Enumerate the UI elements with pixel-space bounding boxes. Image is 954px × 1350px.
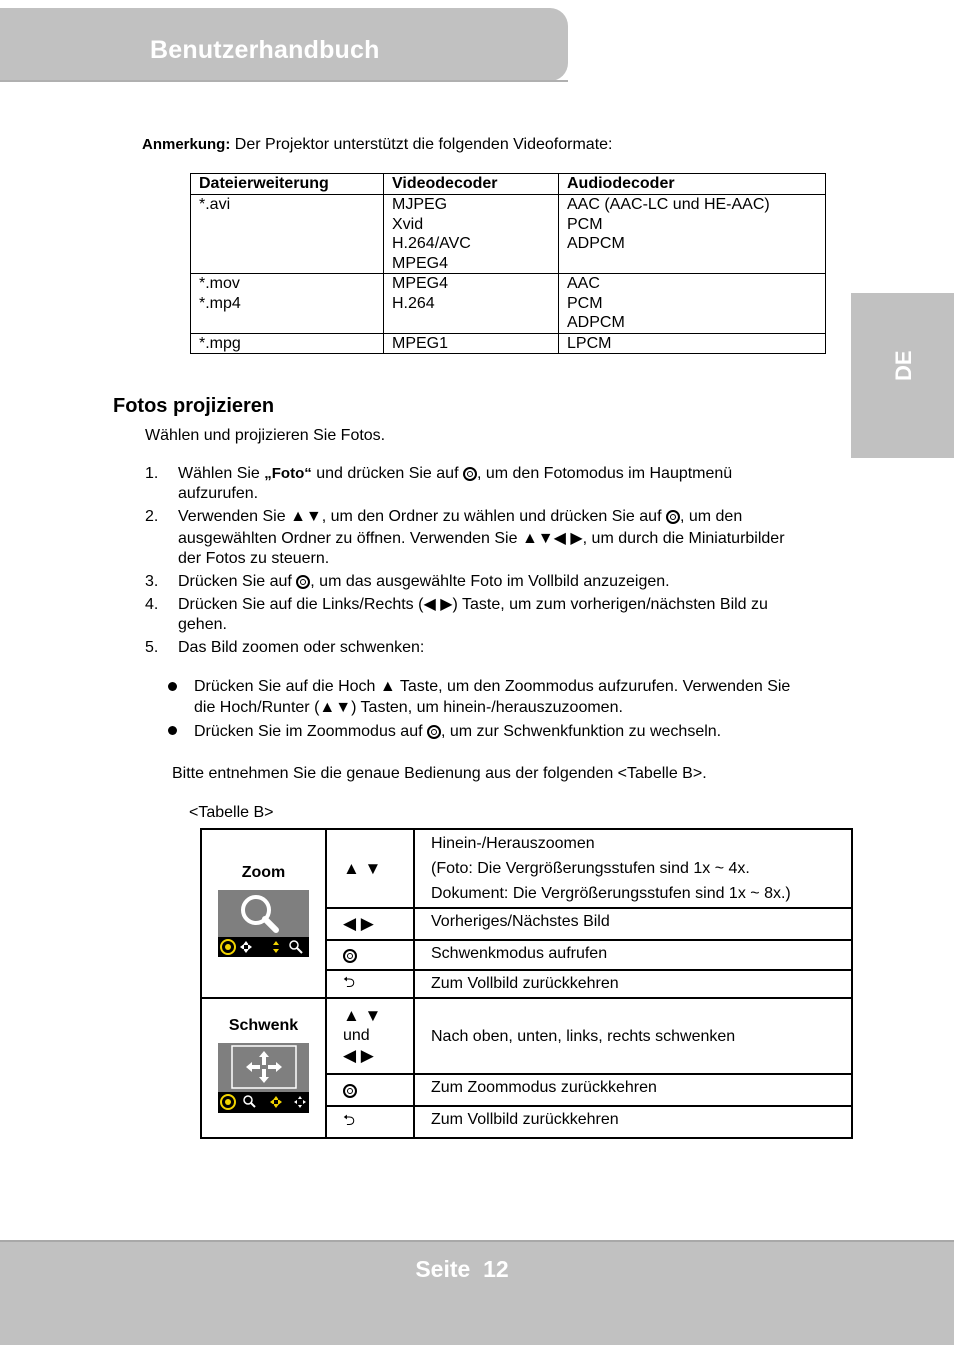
pan-mode-cell [201,998,326,1138]
step-text: aufzurufen. [178,485,259,502]
step-number: 2. [145,508,159,525]
table-cell: AAC PCM ADPCM [559,274,826,334]
table-cell [326,970,414,998]
table-cell: Zum Vollbild zurückkehren [414,970,852,998]
note-label: Anmerkung: [142,136,231,153]
bullet-text: Drücken Sie auf die Hoch ▲ Taste, um den Zoommodus aufzurufen. Verwenden Sie [194,678,791,695]
step-number: 5. [145,639,159,656]
table-cell [326,940,414,970]
step-text: ausgewählten Ordner zu öffnen. Verwenden Sie ▲▼◀ ▶, um durch die Miniaturbilder [178,530,785,547]
table-cell: *.mov *.mp4 [191,274,384,334]
pan-mode-image [218,1043,309,1113]
key-up-down: ▲ ▼ [343,1006,382,1025]
ok-icon [666,510,680,524]
footer-bar [0,1240,954,1345]
language-tab-label: DE [891,350,916,381]
step-text: Drücken Sie auf die Links/Rechts (◀ ▶) Taste, um zum vorherigen/nächsten Bild zu [178,596,768,613]
language-tab [851,293,954,458]
column-header: Audiodecoder [559,174,826,195]
pan-arrows-icon [218,1043,309,1113]
header-title: Benutzerhandbuch [150,36,380,64]
step-text: Verwenden Sie ▲▼, um den Ordner zu wählen und drücken Sie auf , um den [178,508,743,525]
note [142,135,613,155]
ok-icon [343,1084,357,1098]
step-text: der Fotos zu steuern. [178,550,330,567]
step-number: 1. [145,465,159,482]
step-text: Das Bild zoomen oder schwenken: [178,639,425,656]
section-title: Fotos projizieren [113,395,275,417]
and-label: und [343,1027,370,1044]
key-left-right: ◀ ▶ [326,908,414,940]
key-up-down: ▲ ▼ [326,829,414,908]
ok-icon [463,467,477,481]
key-left-right: ◀ ▶ [343,1046,374,1065]
table-row [201,829,852,908]
return-icon: ⮌ [343,1111,356,1129]
table-row [191,195,826,274]
magnifier-icon [218,890,309,957]
step-number: 3. [145,573,159,590]
zoom-mode-cell [201,829,326,998]
pan-label: Schwenk [228,1017,299,1034]
table-caption: <Tabelle B> [189,804,274,821]
bullet-text: die Hoch/Runter (▲▼) Tasten, um hinein-/herauszuzoomen. [194,699,623,716]
table-cell: *.avi [191,195,384,274]
ok-icon [296,575,310,589]
column-header: Videodecoder [384,174,559,195]
step-text: gehen. [178,616,227,633]
bullet-icon [168,682,177,691]
table-cell: MJPEG Xvid H.264/AVC MPEG4 [384,195,559,274]
table-cell: Nach oben, unten, links, rechts schwenken [414,998,852,1074]
step-text: Wählen Sie „Foto“ und drücken Sie auf , um den Fotomodus im Hauptmenü [178,465,733,482]
table-cell [326,1106,414,1138]
table-cell: AAC (AAC-LC und HE-AAC) PCM ADPCM [559,195,826,274]
step-number: 4. [145,596,159,613]
operation-table [200,828,853,1139]
page-number: Seite 12 [415,1256,509,1282]
return-icon: ⮌ [343,973,356,991]
ok-icon [427,725,441,739]
ok-icon [343,949,357,963]
table-row [191,274,826,334]
table-cell: Schwenkmodus aufrufen [414,940,852,970]
table-cell: Zum Zoommodus zurückkehren [414,1074,852,1106]
table-cell: MPEG4 H.264 [384,274,559,334]
step-text: Drücken Sie auf , um das ausgewählte Foto im Vollbild anzuzeigen. [178,573,670,590]
zoom-label: Zoom [241,864,286,881]
table-cell: *.mpg [191,333,384,354]
section-intro: Wählen und projizieren Sie Fotos. [145,427,386,444]
table-cell: LPCM [559,333,826,354]
table-row [201,998,852,1074]
table-header-row [191,174,826,195]
note-text: Der Projektor unterstützt die folgenden Videoformate: [234,136,613,153]
video-format-table [190,173,826,354]
zoom-mode-image [218,890,309,957]
column-header: Dateierweiterung [191,174,384,195]
bullet-icon [168,726,177,735]
bullet-text: Drücken Sie im Zoommodus auf , um zur Schwenkfunktion zu wechseln. [194,723,722,740]
table-cell [326,998,414,1074]
table-reference: Bitte entnehmen Sie die genaue Bedienung aus der folgenden <Tabelle B>. [172,765,707,782]
table-cell: MPEG1 [384,333,559,354]
table-cell: Vorheriges/Nächstes Bild [414,908,852,940]
table-cell [326,1074,414,1106]
table-cell: Hinein-/Herauszoomen (Foto: Die Vergrößerungsstufen sind 1x ~ 4x. Dokument: Die Vergrößerungsstufen sind 1x ~ 8x.) [414,829,852,908]
table-cell: Zum Vollbild zurückkehren [414,1106,852,1138]
table-row [191,333,826,354]
